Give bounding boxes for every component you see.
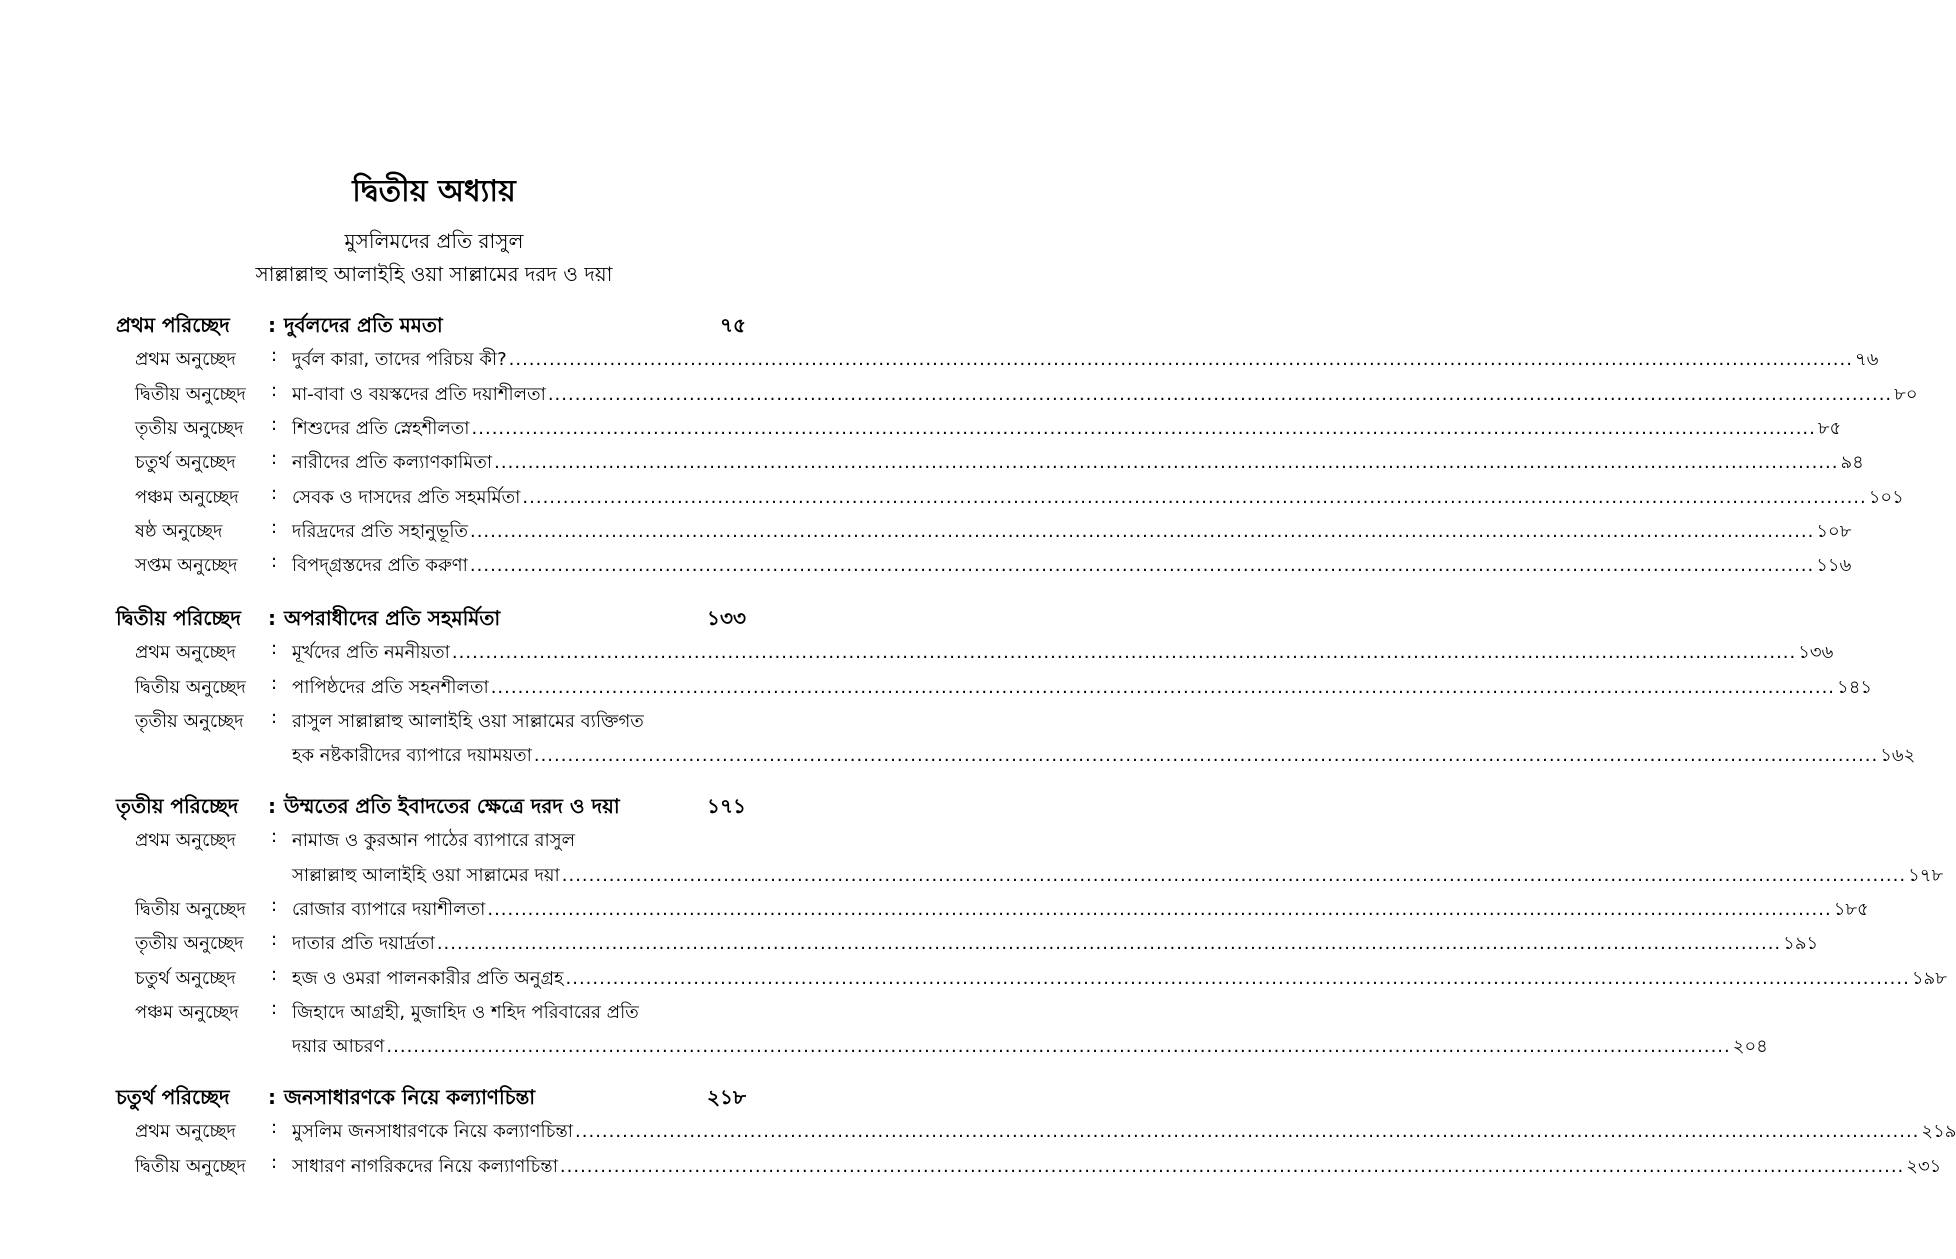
dot-leader: ........................................................................................................................................................................................................ [490,676,1836,698]
toc-entry-continuation[interactable] [292,1028,1768,1060]
entry-page-number: ১৭৮ [1908,864,1944,886]
dot-leader: ........................................................................................................................................................................................................ [508,349,1853,371]
entry-body [292,1117,1956,1148]
entry-body [292,517,1852,548]
toc-entry[interactable] [135,444,1864,476]
entry-title: সেবক ও দাসদের প্রতি সহমর্মিতা [292,486,521,508]
entry-body [292,673,1873,704]
toc-entry[interactable] [135,513,1852,545]
dot-leader: ........................................................................................................................................................................................................ [559,1155,1905,1177]
entry-body [292,964,1947,995]
entry-label: চতুর্থ অনুচ্ছেদ [135,967,236,989]
entry-label: প্রথম অনুচ্ছেদ [135,349,236,371]
toc-entry[interactable] [135,634,1834,666]
separator-colon: : [271,672,278,694]
entry-body [292,1032,1768,1063]
entry-body [292,826,755,857]
dot-leader: ........................................................................................................................................................................................................ [522,486,1867,508]
entry-page-number: ২০৪ [1732,1036,1768,1058]
separator-colon: : [271,894,278,916]
chapter-subtitle-line1: মুসলিমদের প্রতি রাসুল [344,229,524,253]
section-title-text: দুর্বলদের প্রতি মমতা [284,313,443,337]
entry-body [292,638,1834,669]
entry-label: প্রথম অনুচ্ছেদ [135,1121,236,1143]
entry-title: শিশুদের প্রতি স্নেহশীলতা [292,417,470,439]
entry-body [292,448,1864,479]
entry-body [292,998,755,1029]
entry-page-number: ১৪১ [1837,676,1873,698]
toc-entry[interactable] [135,1113,1956,1145]
entry-body [292,895,1869,926]
entry-page-number: ১৮৫ [1833,898,1869,920]
separator-colon: : [271,638,278,660]
dot-leader: ........................................................................................................................................................................................................ [565,967,1910,989]
entry-label: সপ্তম অনুচ্ছেদ [135,555,238,577]
entry-page-number: ১৯১ [1783,933,1819,955]
dot-leader: ........................................................................................................................................................................................................ [451,642,1797,664]
chapter-subtitle-line2: সাল্লাল্লাহু আলাইহি ওয়া সাল্লামের দরদ ও দয়া [255,262,613,286]
entry-title: সাধারণ নাগরিকদের নিয়ে কল্যাণচিন্তা [292,1155,558,1177]
toc-entry[interactable] [135,376,1918,408]
dot-leader: ........................................................................................................................................................................................................ [471,417,1816,439]
entry-title: দাতার প্রতি দয়ার্দ্রতা [292,933,435,955]
entry-title-continued: হক নষ্টকারীদের ব্যাপারে দয়াময়তা [292,745,532,767]
toc-entry[interactable] [135,669,1873,701]
entry-label: প্রথম অনুচ্ছেদ [135,830,236,852]
section-page-number: ১৭১ [707,794,746,818]
section-title-text: উম্মতের প্রতি ইবাদতের ক্ষেত্রে দরদ ও দয়া [284,794,620,818]
toc-entry[interactable] [135,547,1852,579]
entry-page-number: ১০১ [1868,486,1904,508]
toc-entry[interactable] [135,994,755,1026]
section-title-text: জনসাধারণকে নিয়ে কল্যাণচিন্তা [284,1085,536,1109]
dot-leader: ........................................................................................................................................................................................................ [436,933,1782,955]
separator-colon: : [271,448,278,470]
separator-colon: : [268,1085,276,1109]
entry-page-number: ১১৬ [1816,555,1852,577]
separator-colon: : [271,706,278,728]
entry-label: ষষ্ঠ অনুচ্ছেদ [135,520,223,542]
dot-leader: ........................................................................................................................................................................................................ [469,520,1815,542]
entry-label: তৃতীয় অনুচ্ছেদ [135,710,244,732]
separator-colon: : [271,963,278,985]
separator-colon: : [271,1151,278,1173]
entry-title: দুর্বল কারা, তাদের পরিচয় কী? [292,349,507,371]
entry-title: পাপিষ্ঠদের প্রতি সহনশীলতা [292,676,489,698]
separator-colon: : [271,826,278,848]
section-heading[interactable] [116,307,756,341]
separator-colon: : [271,997,278,1019]
entry-page-number: ৮০ [1894,383,1918,405]
section-heading[interactable] [116,600,756,634]
entry-title-continued: দয়ার আচরণ [292,1036,385,1058]
entry-body [292,741,1916,772]
entry-title: রাসুল সাল্লাল্লাহু আলাইহি ওয়া সাল্লামের ব্যক্তিগত [292,710,644,732]
toc-entry[interactable] [135,925,1819,957]
section-title [268,604,500,637]
separator-colon: : [271,413,278,435]
separator-colon: : [268,606,276,630]
toc-entry[interactable] [135,822,755,854]
section-heading[interactable] [116,1079,756,1113]
section-label: প্রথম পরিচ্ছেদ [116,313,230,337]
entry-label: তৃতীয় অনুচ্ছেদ [135,933,244,955]
section-title [268,792,620,825]
separator-colon: : [271,1117,278,1139]
entry-page-number: ২৩১ [1906,1155,1942,1177]
entry-body [292,551,1852,582]
entry-body [292,345,1879,376]
separator-colon: : [271,551,278,573]
section-title [268,1083,535,1116]
dot-leader: ........................................................................................................................................................................................................ [575,1121,1920,1143]
section-label: দ্বিতীয় পরিচ্ছেদ [116,606,241,630]
entry-title: রোজার ব্যাপারে দয়াশীলতা [292,898,486,920]
chapter-title: দ্বিতীয় অধ্যায় [352,174,516,209]
toc-entry[interactable] [135,479,1904,511]
entry-label: দ্বিতীয় অনুচ্ছেদ [135,898,246,920]
dot-leader: ........................................................................................................................................................................................................ [533,745,1879,767]
section-title-text: অপরাধীদের প্রতি সহমর্মিতা [284,606,501,630]
section-label: চতুর্থ পরিচ্ছেদ [116,1085,230,1109]
entry-body [292,483,1904,514]
entry-label: পঞ্চম অনুচ্ছেদ [135,1001,239,1023]
dot-leader: ........................................................................................................................................................................................................ [547,383,1893,405]
dot-leader: ........................................................................................................................................................................................................ [494,452,1839,474]
entry-page-number: ১৩৬ [1798,642,1834,664]
entry-body [292,1152,1942,1183]
entry-label: পঞ্চম অনুচ্ছেদ [135,486,239,508]
entry-title: হজ ও ওমরা পালনকারীর প্রতি অনুগ্রহ [292,967,564,989]
dot-leader: ........................................................................................................................................................................................................ [561,864,1907,886]
entry-title: মা-বাবা ও বয়স্কদের প্রতি দয়াশীলতা [292,383,546,405]
section-page-number: ১৩৩ [707,606,746,630]
entry-page-number: ১৯৮ [1911,967,1947,989]
separator-colon: : [271,345,278,367]
entry-body [292,929,1819,960]
entry-page-number: ৭৬ [1854,349,1879,371]
entry-label: দ্বিতীয় অনুচ্ছেদ [135,1155,246,1177]
toc-entry[interactable] [135,341,1879,373]
toc-entry[interactable] [135,891,1869,923]
entry-page-number: ২১৯ [1921,1121,1956,1143]
entry-body [292,861,1944,892]
entry-label: দ্বিতীয় অনুচ্ছেদ [135,383,246,405]
entry-body [292,707,755,738]
section-page-number: ৭৫ [720,313,746,337]
entry-label: চতুর্থ অনুচ্ছেদ [135,452,236,474]
section-label: তৃতীয় পরিচ্ছেদ [116,794,239,818]
section-title [268,311,443,344]
section-heading[interactable] [116,788,756,822]
separator-colon: : [271,929,278,951]
separator-colon: : [271,516,278,538]
toc-entry[interactable] [135,960,1947,992]
toc-entry[interactable] [135,1148,1942,1180]
toc-entry[interactable] [135,410,1842,442]
entry-body [292,414,1842,445]
separator-colon: : [268,794,276,818]
dot-leader: ........................................................................................................................................................................................................ [386,1036,1731,1058]
entry-title: নামাজ ও কুরআন পাঠের ব্যাপারে রাসুল [292,830,576,852]
toc-entry-continuation[interactable] [292,737,1916,769]
dot-leader: ........................................................................................................................................................................................................ [469,555,1815,577]
entry-body [292,380,1918,411]
entry-title: মুসলিম জনসাধারণকে নিয়ে কল্যাণচিন্তা [292,1121,574,1143]
entry-page-number: ৯৪ [1840,452,1864,474]
entry-page-number: ৮৫ [1817,417,1842,439]
separator-colon: : [271,482,278,504]
entry-label: তৃতীয় অনুচ্ছেদ [135,417,244,439]
entry-page-number: ১৬২ [1880,745,1916,767]
toc-entry-continuation[interactable] [292,857,1944,889]
separator-colon: : [268,313,276,337]
entry-label: দ্বিতীয় অনুচ্ছেদ [135,676,246,698]
entry-title: দরিদ্রদের প্রতি সহানুভূতি [292,520,468,542]
entry-title: বিপদ্গ্রস্তদের প্রতি করুণা [292,555,468,577]
entry-page-number: ১০৮ [1816,520,1852,542]
dot-leader: ........................................................................................................................................................................................................ [487,898,1832,920]
entry-label: প্রথম অনুচ্ছেদ [135,642,236,664]
separator-colon: : [271,379,278,401]
section-page-number: ২১৮ [707,1085,746,1109]
toc-entry[interactable] [135,703,755,735]
entry-title: মূর্খদের প্রতি নমনীয়তা [292,642,450,664]
entry-title-continued: সাল্লাল্লাহু আলাইহি ওয়া সাল্লামের দয়া [292,864,560,886]
entry-title: নারীদের প্রতি কল্যাণকামিতা [292,452,493,474]
entry-title: জিহাদে আগ্রহী, মুজাহিদ ও শহিদ পরিবারের প্রতি [292,1001,639,1023]
